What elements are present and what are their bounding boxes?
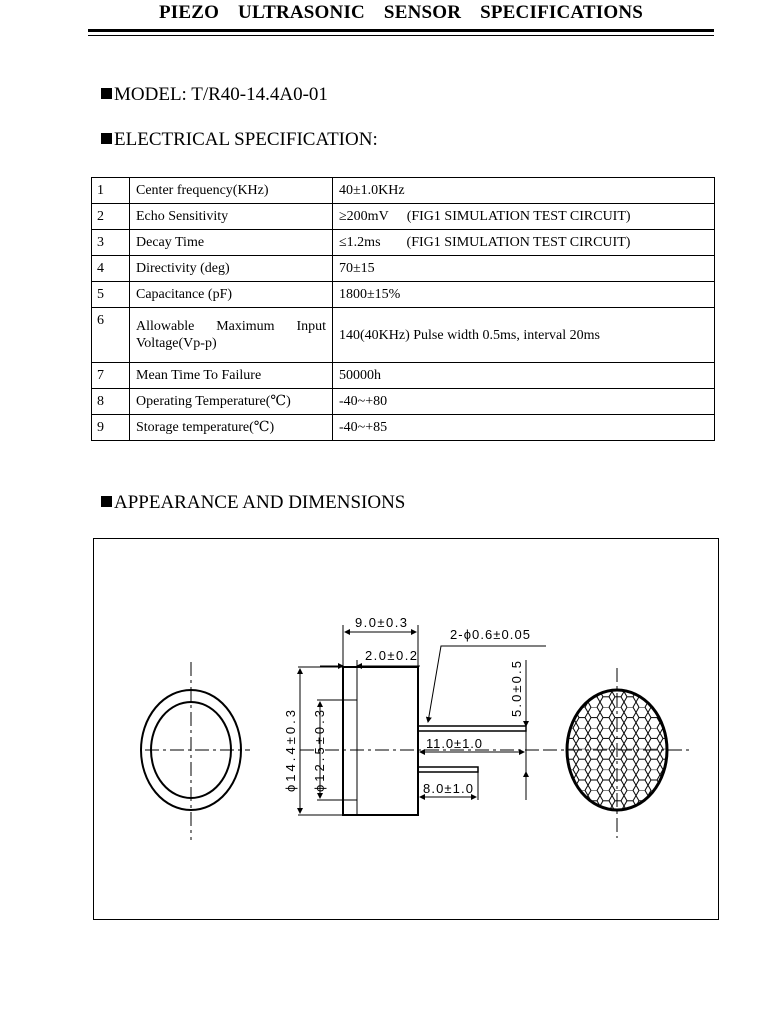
spec-name: Center frequency(KHz) [130,178,333,204]
dim-total-length: 9.0±0.3 [355,615,407,630]
row-number: 3 [92,230,130,256]
document-title: PIEZO ULTRASONIC SENSOR SPECIFICATIONS [158,2,644,23]
row-number: 6 [92,308,130,363]
row-number: 4 [92,256,130,282]
dim-pins: 2-ϕ0.6±0.05 [450,627,530,642]
spec-name: Mean Time To Failure [130,363,333,389]
dim-pin-spacing: 5.0±0.5 [509,661,524,717]
back-view [141,662,250,840]
front-mesh-view [543,668,693,838]
model-heading: MODEL: T/R40-14.4A0-01 [101,84,328,106]
spec-value: 40±1.0KHz [333,178,715,204]
spec-value: -40~+85 [333,415,715,441]
row-number: 8 [92,389,130,415]
side-view [298,625,546,815]
spec-name: Echo Sensitivity [130,204,333,230]
spec-value: 50000h [333,363,715,389]
spec-name: Capacitance (pF) [130,282,333,308]
spec-value: ≤1.2ms (FIG1 SIMULATION TEST CIRCUIT) [333,230,715,256]
spec-value: ≥200mV (FIG1 SIMULATION TEST CIRCUIT) [333,204,715,230]
spec-value: -40~+80 [333,389,715,415]
spec-note: (FIG1 SIMULATION TEST CIRCUIT) [406,235,631,250]
appearance-heading: APPEARANCE AND DIMENSIONS [101,492,405,514]
dim-body-step: 2.0±0.2 [365,648,417,663]
spec-name: Storage temperature(℃) [130,415,333,441]
spec-value: 1800±15% [333,282,715,308]
row-number: 2 [92,204,130,230]
spec-name: Allowable Maximum Input Voltage(Vp-p) [130,308,333,363]
spec-name: Operating Temperature(℃) [130,389,333,415]
spec-note: (FIG1 SIMULATION TEST CIRCUIT) [406,209,631,224]
spec-value: 70±15 [333,256,715,282]
spec-value: 140(40KHz) Pulse width 0.5ms, interval 20ms [333,308,715,363]
row-number: 7 [92,363,130,389]
electrical-heading: ELECTRICAL SPECIFICATION: [101,129,378,151]
row-number: 5 [92,282,130,308]
row-number: 9 [92,415,130,441]
dim-pin-short: 8.0±1.0 [423,781,473,796]
spec-name: Directivity (deg) [130,256,333,282]
dim-inner-diameter: ϕ12.5±0.3 [312,710,327,792]
spec-name: Decay Time [130,230,333,256]
dim-outer-diameter: ϕ14.4±0.3 [283,710,298,792]
row-number: 1 [92,178,130,204]
dim-pin-long: 11.0±1.0 [426,736,482,751]
